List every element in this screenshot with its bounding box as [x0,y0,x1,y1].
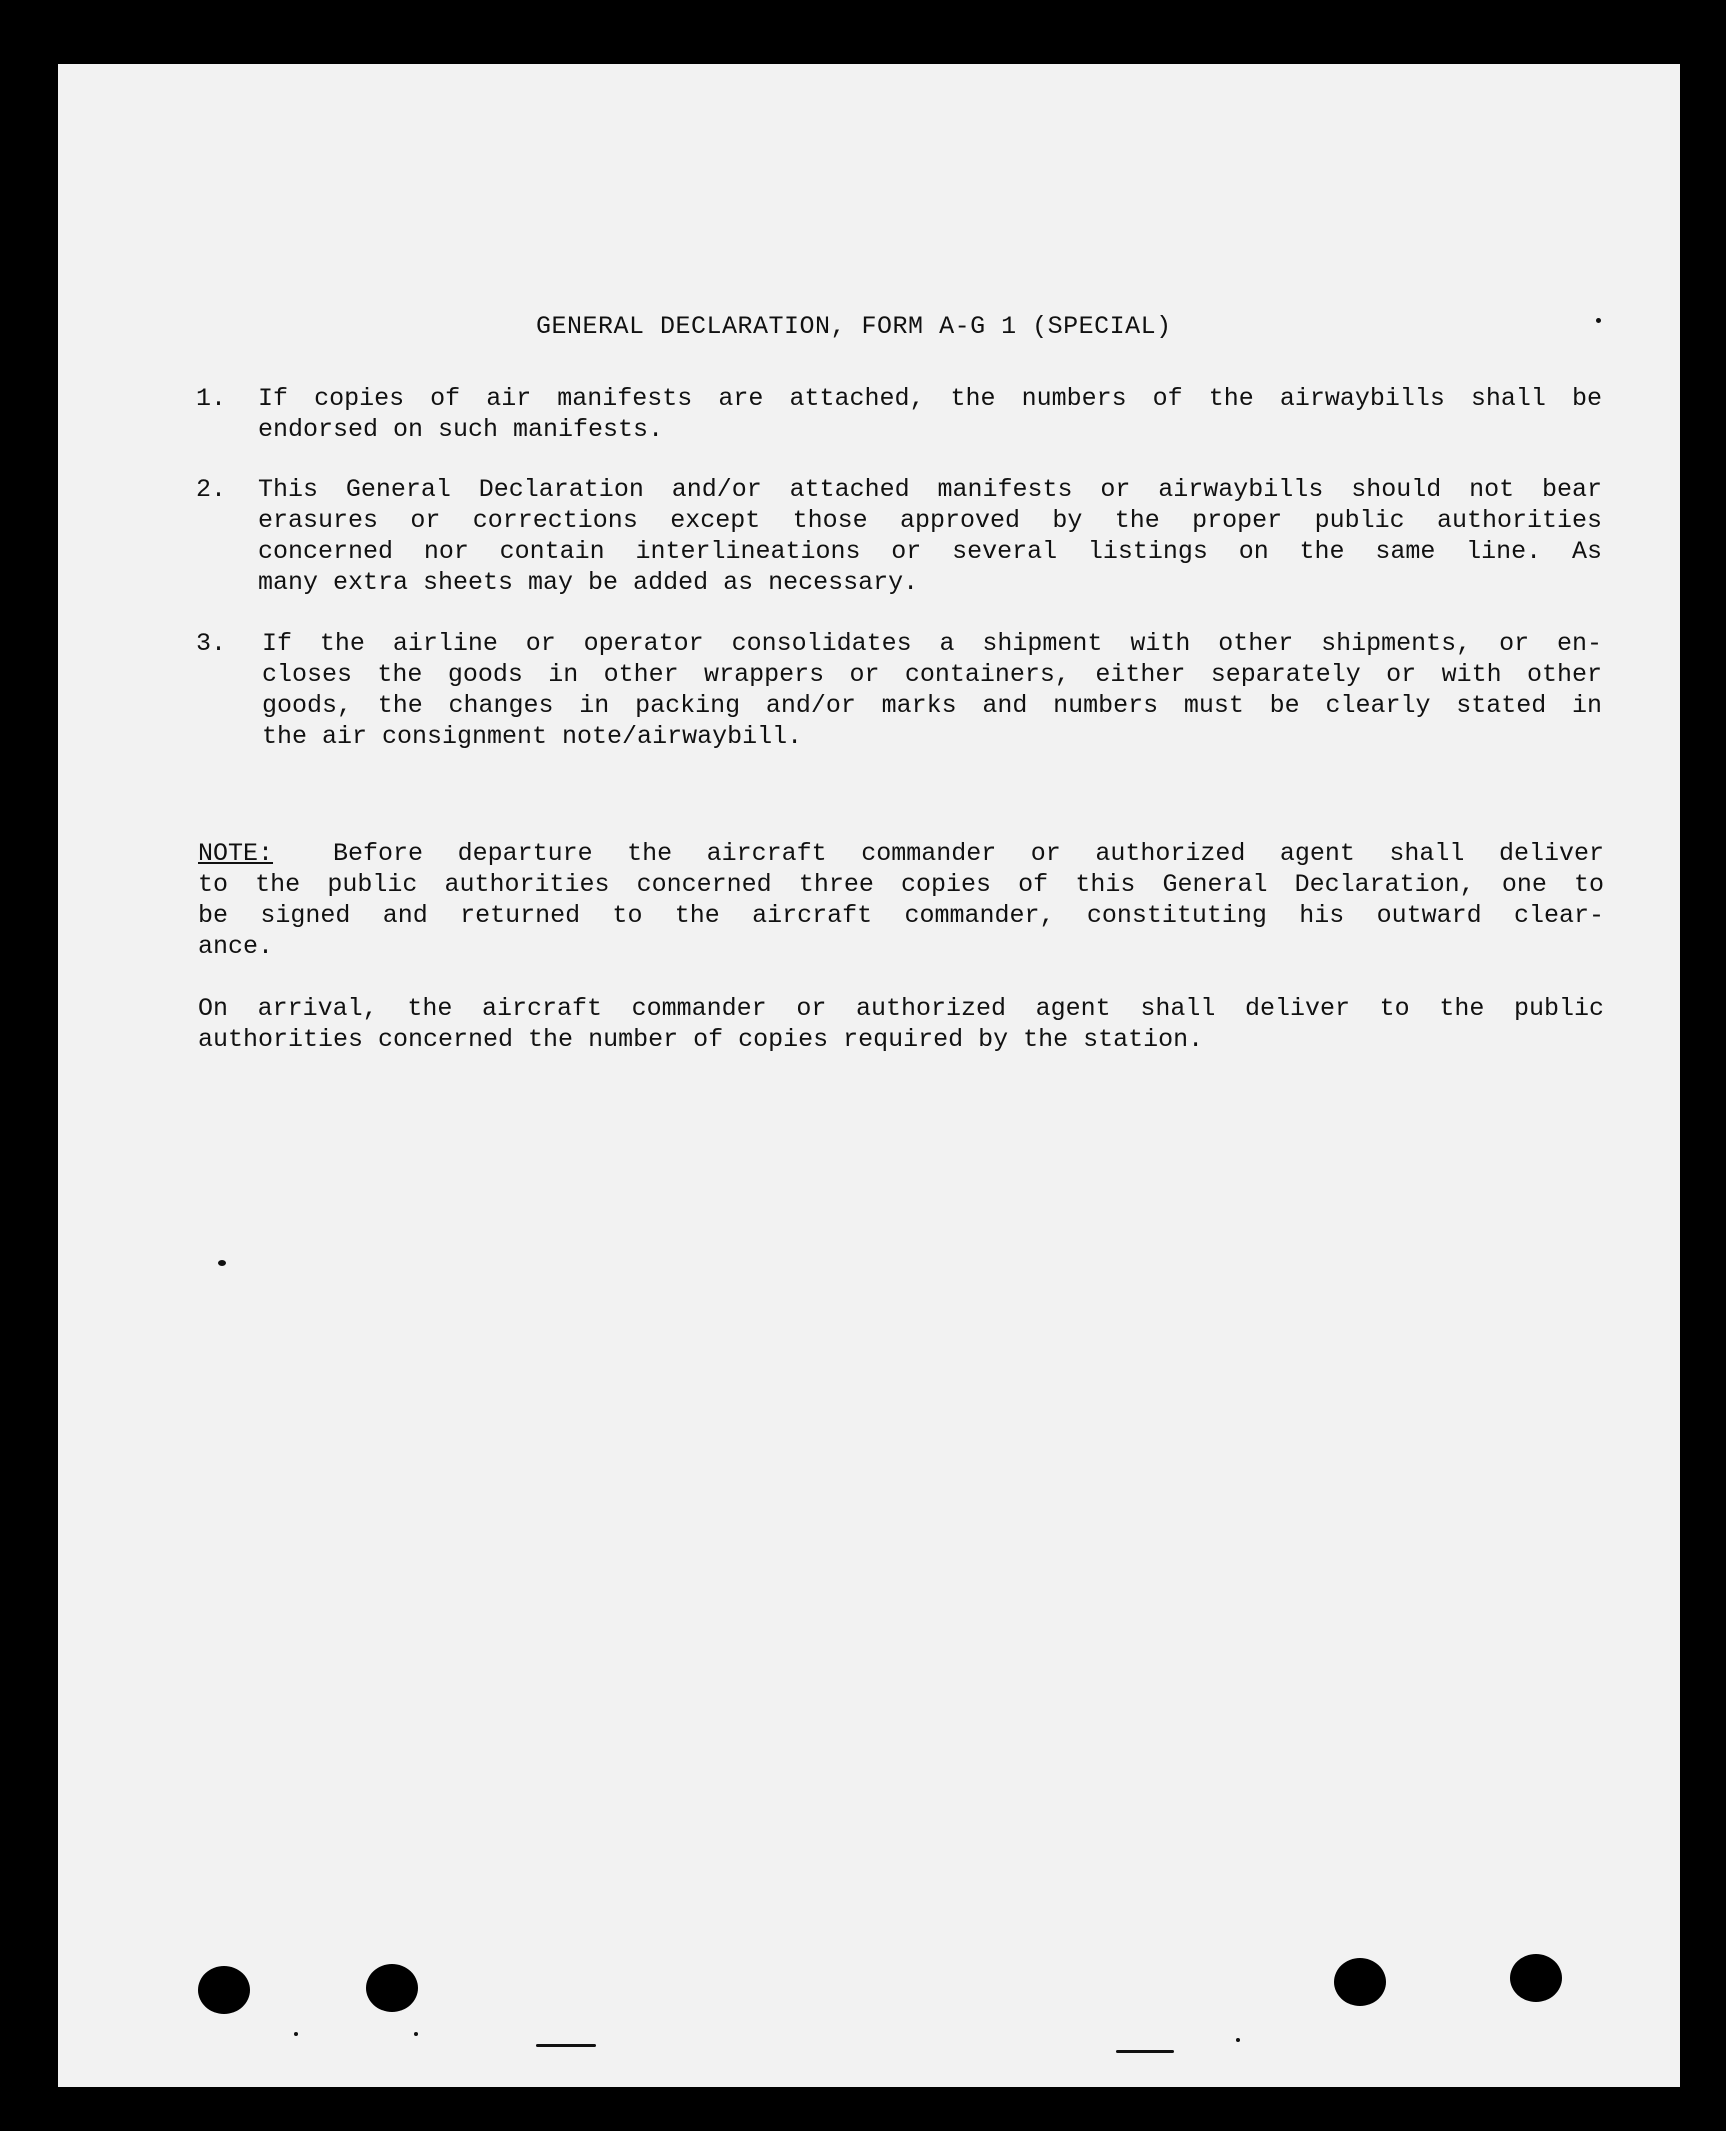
arrival-line: On arrival, the aircraft commander or authorized agent shall deliver to the public [198,994,1604,1023]
item-line: endorsed on such manifests. [258,415,664,444]
item-line: If copies of air manifests are attached, the numbers of the airwaybills shall be [258,384,1602,413]
item-text [262,628,1602,752]
item-text [258,474,1602,598]
scan-speck [1116,2050,1174,2053]
scan-speck [414,2032,418,2036]
arrival-line: authorities concerned the number of copies required by the station. [198,1025,1204,1054]
instruction-item-1 [196,383,1602,445]
document-page [58,64,1680,2087]
item-text [258,383,1602,445]
item-line: erasures or corrections except those approved by the proper public authorities [258,506,1602,535]
note-line: to the public authorities concerned three copies of this General Declaration, one to [198,870,1604,899]
scan-speck [1236,2038,1240,2042]
item-number: 3. [196,629,227,658]
item-line: closes the goods in other wrappers or containers, either separately or with other [262,660,1602,689]
item-line: many extra sheets may be added as necessary. [258,568,919,597]
instruction-item-2 [196,474,1602,598]
note-label: NOTE: [198,839,274,868]
scan-speck [536,2044,596,2047]
item-line: concerned nor contain interlineations or several listings on the same line. As [258,537,1602,566]
note-paragraph [198,838,1604,962]
document-title: GENERAL DECLARATION, FORM A-G 1 (SPECIAL) [536,312,1172,341]
item-number: 1. [196,384,227,413]
note-first-line-text: Before departure the aircraft commander or authorized agent shall deliver [333,839,1604,868]
punch-hole [1334,1958,1386,2006]
note-line: ance. [198,932,274,961]
item-line: This General Declaration and/or attached manifests or airwaybills should not bear [258,475,1602,504]
instruction-item-3 [196,628,1602,752]
scan-speck [294,2032,298,2036]
arrival-paragraph [198,993,1604,1055]
punch-hole [366,1964,418,2012]
scan-speck [218,1260,226,1266]
punch-hole [198,1966,250,2014]
item-line: goods, the changes in packing and/or marks and numbers must be clearly stated in [262,691,1602,720]
note-line: be signed and returned to the aircraft commander, constituting his outward clear- [198,901,1604,930]
item-number: 2. [196,475,227,504]
note-first-line [198,838,1604,869]
punch-hole [1510,1954,1562,2002]
item-line: the air consignment note/airwaybill. [262,722,803,751]
scan-speck [1596,318,1601,323]
item-line: If the airline or operator consolidates a shipment with other shipments, or en- [262,629,1602,658]
